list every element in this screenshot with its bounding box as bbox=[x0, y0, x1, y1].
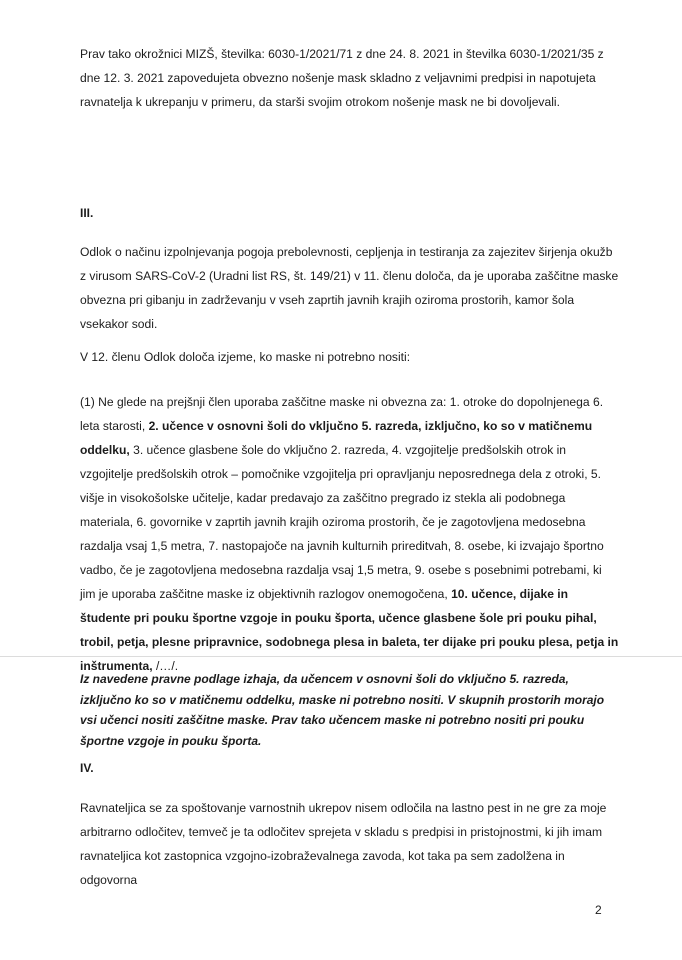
paragraph-principal-decision: Ravnateljica se za spoštovanje varnostnih ukrepov nisem odločila na lastno pest in ne gre za moje arbitrarno odločitev, temveč je ta odločitev sprejeta v skladu s predpisi in pristojnostmi, ki jih imam ravnateljica kot zastopnica vzgojno-izobraževalnega zavoda, kot taka pa sem zadolžena in odgovorna bbox=[80, 801, 607, 887]
section-heading-iv: IV. bbox=[80, 761, 94, 775]
exceptions-text-1: (1) Ne glede na prejšnji člen uporaba zaščitne maske ni obvezna za: 1. otroke do dopolnjenega 6. leta starosti, bbox=[80, 395, 604, 433]
exceptions-text-3: /…/. bbox=[152, 659, 179, 673]
paragraph-circulars: Prav tako okrožnici MIZŠ, številka: 6030-1/2021/71 z dne 24. 8. 2021 in številka 6030-1/2021/35 z dne 12. 3. 2021 zapovedujeta obvezno nošenje mask skladno z veljavnimi predpisi in napotujeta ravnatelja k ukrepanju v primeru, da starši svojim otrokom nošenje mask ne bi dovoljevali. bbox=[80, 47, 604, 109]
scan-artifact-line bbox=[0, 656, 682, 657]
exceptions-bold-2: 10. učence, dijake in študente pri pouku športne vzgoje in pouku športa, učence glasbene šole pri pouku pihal, trobil, petja, plesne pripravnice, sodobnega plesa in baleta, ter dijake pri pouku plesa, petja in inštrumenta, bbox=[80, 587, 619, 673]
page-number: 2 bbox=[595, 903, 602, 917]
paragraph-conclusion: Iz navedene pravne podlage izhaja, da učencem v osnovni šoli do vključno 5. razreda, izključno ko so v matičnemu oddelku, maske ni potrebno nositi. V skupnih prostorih morajo vsi učenci nositi zaščitne maske. Prav tako učencem maske ni potrebno nositi pri pouku športne vzgoje in pouku športa. bbox=[80, 672, 605, 748]
exceptions-bold-1: 2. učence v osnovni šoli do vključno 5. razreda, izključno, ko so v matičnemu oddelku, bbox=[80, 419, 593, 457]
paragraph-decree-article-11: Odlok o načinu izpolnjevanja pogoja prebolevnosti, cepljenja in testiranja za zajezitev širjenja okužb z virusom SARS-CoV-2 (Uradni list RS, št. 149/21) v 11. členu določa, da je uporaba zaščitne maske obvezna pri gibanju in zadrževanju v vseh zaprtih javnih krajih oziroma prostorih, kamor šola vsekakor sodi. bbox=[80, 245, 619, 331]
exceptions-text-2: 3. učence glasbene šole do vključno 2. razreda, 4. vzgojitelje predšolskih otrok in vzgojitelje predšolskih otrok – pomočnike vzgojitelja pri opravljanju neposrednega dela z otroki, 5. višje in visokošolske učitelje, kadar predavajo za zaščitno pregrado iz stekla ali podobnega materiala, 6. govornike v zaprtih javnih krajih oziroma prostorih, če je zagotovljena medosebna razdalja vsaj 1,5 metra, 7. nastopajoče na javnih kulturnih prireditvah, 8. osebe, ki izvajajo športno vadbo, če je zagotovljena medosebna razdalja vsaj 1,5 metra, 9. osebe s posebnimi potrebami, ki jim je uporaba zaščitne maske iz objektivnih razlogov onemogočena, bbox=[80, 443, 604, 601]
paragraph-exceptions-list bbox=[80, 390, 620, 678]
section-heading-iii: III. bbox=[80, 206, 94, 220]
paragraph-decree-article-12: V 12. členu Odlok določa izjeme, ko maske ni potrebno nositi: bbox=[80, 350, 411, 364]
